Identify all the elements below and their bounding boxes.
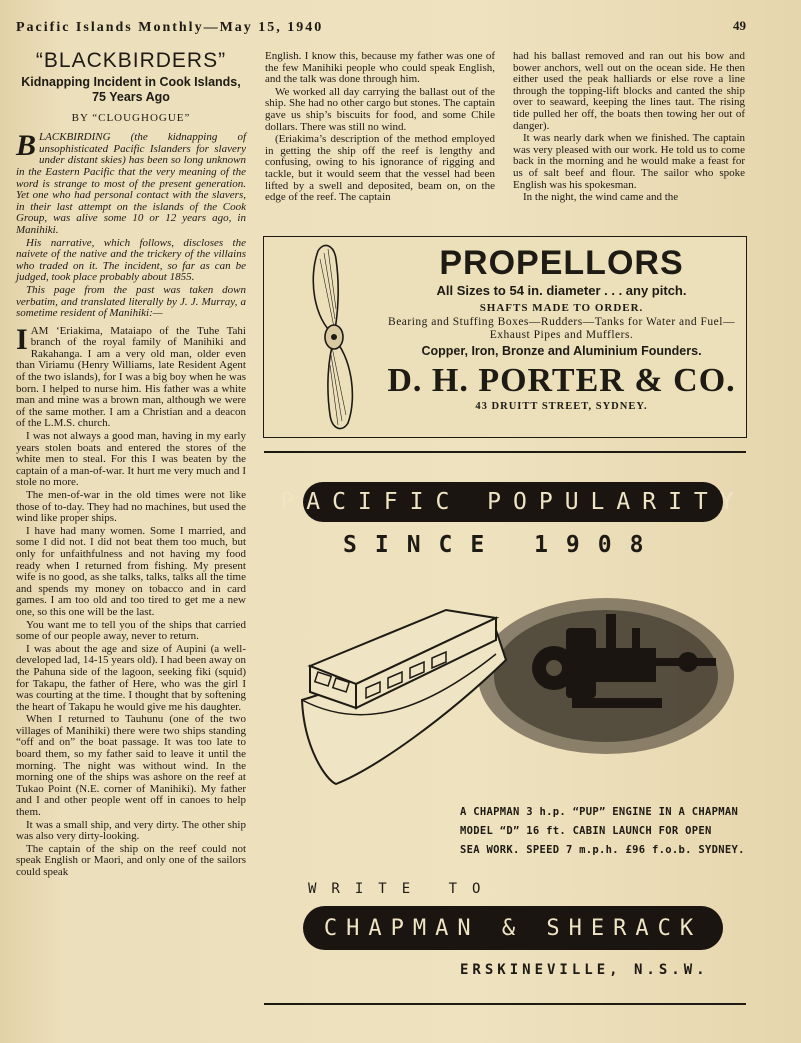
body-paragraph: The men-of-war in the old times were not like those of to-day. They had no machines, but used the wind like proper ships. <box>16 489 246 525</box>
engine-caption-line: SEA WORK. SPEED 7 m.p.h. £96 f.o.b. SYDNEY. <box>460 844 745 856</box>
body-paragraph: I was about the age and size of Aupini (a well-developed lad, 14-15 years old). I had been away on the Pahuna side of the lagoon, seeking fiki (squid) for Takapu, the father of Here, who was the girl I was courting at the time. I thought that by softening the heart of Takapu he would give me his daughter. <box>16 642 247 713</box>
porter-ad-shafts: SHAFTS MADE TO ORDER. <box>479 302 644 314</box>
body-text: AM ‘Eriakima, Mataiapo of the Tuhe Tahi branch of the royal family of Manihiki and Rakahanga. I am a very old man, older even than Viriamu (Henry Williams, late Resident Agent of the two islands), for I was a big boy when he was born. I helped to nurse him. His father was a white man and mine was a brown man, although we were of the same mother. I am a Christian and a deacon of the L.M.S. church. <box>16 324 246 430</box>
write-to-label: WRITE TO <box>308 881 496 897</box>
article-column-3 <box>513 51 745 205</box>
drop-cap: B <box>16 129 37 163</box>
bottom-rule <box>264 1003 746 1005</box>
body-paragraph: (Eriakima’s description of the method employed in getting the ship off the reef is lengthy and confusing, owing to his ignorance of rigging and tackle, but it would seem that the vessel had been lifted by a swell and deposited, beam on, on the edge of the reef. The captain <box>265 133 495 204</box>
page-number: 49 <box>733 18 746 33</box>
article-subtitle: Kidnapping Incident in Cook Islands, 75 Years Ago <box>21 74 241 104</box>
drop-cap: I <box>16 322 28 356</box>
body-paragraph: I have had many women. Some I married, and some I did not. I did not beat them too much, but only for unfaithfulness and not having my food ready when I returned from fishing. My present wife is no good, as she talks, talks, talks all the time and spends my money on tobacco and in card games. I am too old and too tired to get me a new one, so this one will be the last. <box>16 524 246 618</box>
porter-ad-text <box>379 243 744 412</box>
body-paragraph: It was nearly dark when we finished. The captain was very pleased with our work. He told us to come back in the morning and he would make a feast for us of salt beef and flour. The sailor who spoke English was his spokesman. <box>513 132 745 191</box>
porter-ad-title: PROPELLORS <box>439 244 684 282</box>
intro-paragraph <box>16 129 246 236</box>
body-paragraph: You want me to tell you of the ships that carried some of our people away, never to return. <box>16 618 246 643</box>
engine-caption <box>460 803 760 860</box>
porter-ad-metals: Copper, Iron, Bronze and Aluminium Founders. <box>421 344 702 358</box>
intro-text: LACKBIRDING (the kidnapping of unsophisticated Pacific Islanders for slavery under distant skies) has been so long unknown in the Eastern Pacific that the very meaning of the word is strange to most of the present generation. Yet one who had personal contact with the slavers, in their last attempt on the islands of the Cook Group, was alive some 10 or 12 years ago, in Manihiki. <box>16 131 246 236</box>
body-paragraph: In the night, the wind came and the <box>523 191 679 204</box>
running-head: Pacific Islands Monthly—May 15, 1940 <box>16 20 324 35</box>
boat-icon <box>302 610 506 784</box>
intro-paragraph: This page from the past was taken down verbatim, and translated literally by J. J. Murray, a sometime resident of Manihiki:— <box>16 283 246 320</box>
porter-ad-company: D. H. PORTER & CO. <box>387 362 736 399</box>
article-column-1 <box>16 49 247 880</box>
porter-advertisement <box>263 236 747 438</box>
engine-caption-line: A CHAPMAN 3 h.p. “PUP” ENGINE IN A CHAPMAN <box>460 806 739 818</box>
intro-paragraph: His narrative, which follows, discloses the naivete of the native and the trickery of the villains who traded on it. The incident, so far as can be judged, took place probably about 1855. <box>16 236 246 284</box>
divider-rule <box>264 451 746 453</box>
launch-and-engine-illustration <box>296 588 736 798</box>
chapman-company-banner: CHAPMAN & SHERACK <box>303 906 723 950</box>
body-paragraph: We worked all day carrying the ballast out of the ship. She had no other cargo but stones. The captain gave us ship’s biscuits for food, and some Chile dollars. There was still no wind. <box>265 85 495 133</box>
article-column-2 <box>265 51 495 205</box>
porter-ad-body: Bearing and Stuffing Boxes—Rudders—Tanks for Water and Fuel—Exhaust Pipes and Mufflers. <box>388 316 735 341</box>
porter-ad-sizes: All Sizes to 54 in. diameter . . . any pitch. <box>436 283 687 298</box>
body-paragraph <box>16 322 246 430</box>
page-header <box>16 20 746 40</box>
chapman-since: SINCE 1908 <box>343 532 662 558</box>
body-paragraph: I was not always a good man, having in my early years stolen boats and entered the stores of the white men to steal. For this I was beaten by the captain of a man-of-war. It hurt me very much and I stole no more. <box>16 430 246 489</box>
body-paragraph: English. I know this, because my father was one of the few Manihiki people who could speak English, and the talk was done through him. <box>265 50 495 86</box>
body-paragraph: The captain of the ship on the reef could not speak English or Maori, and only one of the sailors could speak <box>16 842 246 878</box>
chapman-location: ERSKINEVILLE, N.S.W. <box>460 962 709 978</box>
engine-caption-line: MODEL “D” 16 ft. CABIN LAUNCH FOR OPEN <box>460 825 712 837</box>
article-title: “BLACKBIRDERS” <box>35 49 227 72</box>
chapman-slogan-banner: PACIFIC POPULARITY <box>303 482 723 522</box>
article-byline: BY “CLOUGHOGUE” <box>71 111 191 124</box>
porter-ad-address: 43 DRUITT STREET, SYDNEY. <box>475 401 648 412</box>
body-paragraph: had his ballast removed and ran out his bow and bower anchors, well out on the ocean side. He then either used the peak halliards or else rove a line through the topping-lift blocks and canted the ship over to seaward, keeping the lines taut. The rising tide pulled her off, the boats then towing her out of danger). <box>513 50 745 132</box>
body-paragraph: It was a small ship, and very dirty. The other ship was also very dirty-looking. <box>16 818 246 843</box>
propeller-icon <box>304 239 364 435</box>
body-paragraph: When I returned to Tauhunu (one of the two villages of Manihiki) there were two ships standing “off and on” the boat passage. It was too late to board them, so my father said to leave it until the morning. The night was without wind. In the morning one of the ships was ashore on the reef at Tukao Point (N.E. corner of Manihiki). My father and I and other people went off in canoes to help them. <box>16 713 246 819</box>
